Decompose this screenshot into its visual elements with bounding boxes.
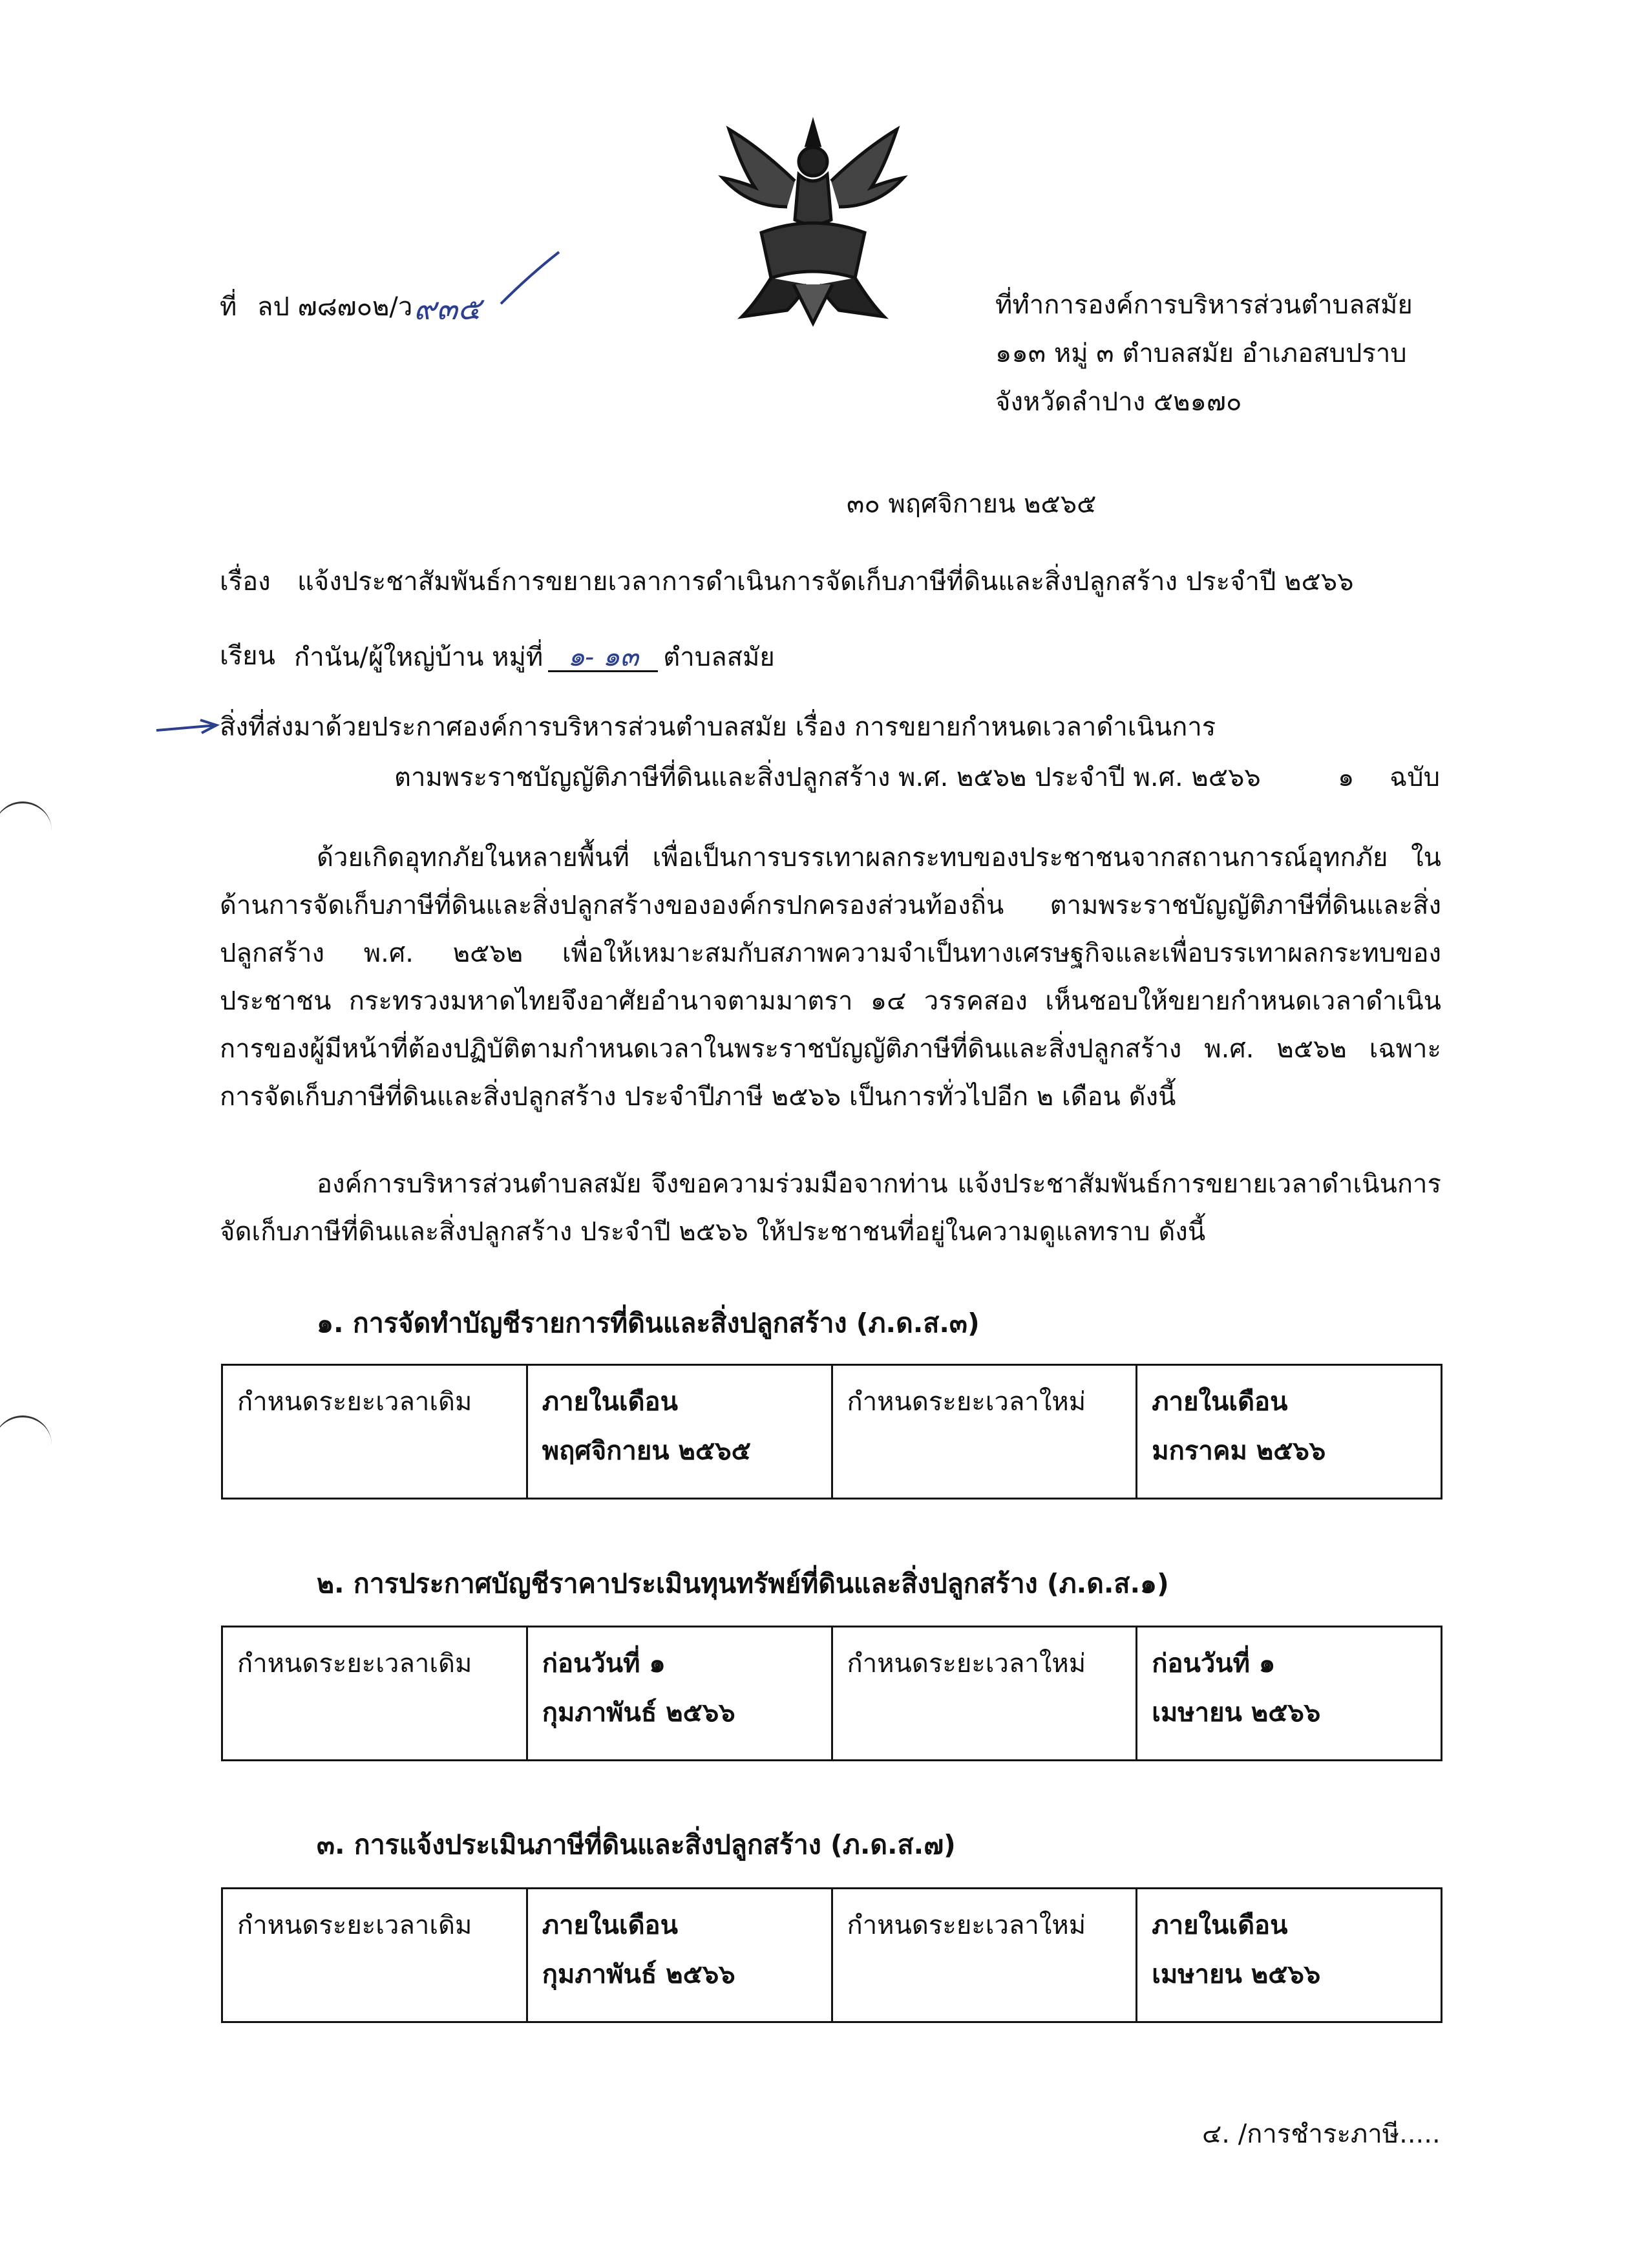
new-period-value: ก่อนวันที่ ๑ เมษายน ๒๕๖๖ xyxy=(1137,1627,1442,1761)
new-period-label: กำหนดระยะเวลาใหม่ xyxy=(832,1627,1137,1761)
section-3-title: ๓. การแจ้งประเมินภาษีที่ดินและสิ่งปลูกสร้าง (ภ.ด.ส.๗) xyxy=(317,1829,956,1860)
body-paragraph-2: องค์การบริหารส่วนตำบลสมัย จึงขอความร่วมมือจากท่าน แจ้งประชาสัมพันธ์การขยายเวลาดำเนินการจัดเก็บภาษีที่ดินและสิ่งปลูกสร้าง ประจำปี ๒๕๖๖ ให้ประชาชนที่อยู่ในความดูแลทราบ ดังนี้ xyxy=(220,1169,1441,1247)
subject-text: แจ้งประชาสัมพันธ์การขยายเวลาการดำเนินการจัดเก็บภาษีที่ดินและสิ่งปลูกสร้าง ประจำปี ๒๕๖๖ xyxy=(297,567,1354,597)
punch-hole-mark xyxy=(0,1415,52,1456)
new-period-label: กำหนดระยะเวลาใหม่ xyxy=(832,1365,1137,1499)
continuation-note: ๔. /การชำระภาษี..... xyxy=(1202,2119,1441,2149)
recipient-label: เรียน xyxy=(220,641,275,671)
ref-label: ที่ xyxy=(220,292,237,322)
new-period-value: ภายในเดือน เมษายน ๒๕๖๖ xyxy=(1137,1889,1442,2022)
attachment-line1: ประกาศองค์การบริหารส่วนตำบลสมัย เรื่อง การขยายกำหนดเวลาดำเนินการ xyxy=(372,712,1216,742)
recipient-text xyxy=(294,643,775,672)
section-1-table xyxy=(221,1364,1442,1500)
office-address-line2: จังหวัดลำปาง ๕๒๑๗๐ xyxy=(995,387,1242,417)
attachment-count: ๑ xyxy=(1338,763,1355,792)
old-period-value: ก่อนวันที่ ๑ กุมภาพันธ์ ๒๕๖๖ xyxy=(527,1627,832,1761)
office-address-line1: ๑๑๓ หมู่ ๓ ตำบลสมัย อำเภอสบปราบ xyxy=(995,339,1407,368)
old-period-label: กำหนดระยะเวลาเดิม xyxy=(222,1627,527,1761)
section-2-table xyxy=(221,1626,1442,1761)
section-3-table xyxy=(221,1887,1442,2023)
old-period-label: กำหนดระยะเวลาเดิม xyxy=(222,1889,527,2022)
subject-label: เรื่อง xyxy=(220,567,271,597)
new-period-value: ภายในเดือน มกราคม ๒๕๖๖ xyxy=(1137,1365,1442,1499)
handwritten-arrow-mark xyxy=(155,717,220,737)
new-period-label: กำหนดระยะเวลาใหม่ xyxy=(832,1889,1137,2022)
old-period-value: ภายในเดือน พฤศจิกายน ๒๕๖๕ xyxy=(527,1365,832,1499)
punch-hole-mark xyxy=(0,801,52,842)
recipient-handwritten-range: ๑- ๑๓ xyxy=(548,643,658,672)
office-name: ที่ทำการองค์การบริหารส่วนตำบลสมัย xyxy=(995,290,1413,320)
attachment-unit: ฉบับ xyxy=(1389,763,1441,792)
ref-handwritten-number: ๙๓๕ xyxy=(414,291,481,327)
recipient-text-before: กำนัน/ผู้ใหญ่บ้าน หมู่ที่ xyxy=(294,642,544,672)
document-date: ๓๐ พฤศจิกายน ๒๕๖๕ xyxy=(847,489,1097,519)
attachment-label: สิ่งที่ส่งมาด้วย xyxy=(220,712,372,742)
body-paragraph-1: ด้วยเกิดอุทกภัยในหลายพื้นที่ เพื่อเป็นการบรรเทาผลกระทบของประชาชนจากสถานการณ์อุทกภัย ในด้านการจัดเก็บภาษีที่ดินและสิ่งปลูกสร้างขององค์กรปกครองส่วนท้องถิ่น ตามพระราชบัญญัติภาษีที่ดินและสิ่งปลูกสร้าง พ.ศ. ๒๕๖๒ เพื่อให้เหมาะสมกับสภาพความจำเป็นทางเศรษฐกิจและเพื่อบรรเทาผลกระทบของประชาชน กระทรวงมหาดไทยจึงอาศัยอำนาจตามมาตรา ๑๔ วรรคสอง เห็นชอบให้ขยายกำหนดเวลาดำเนินการของผู้มีหน้าที่ต้องปฏิบัติตามกำหนดเวลาในพระราชบัญญัติภาษีที่ดินและสิ่งปลูกสร้าง พ.ศ. ๒๕๖๒ เฉพาะการจัดเก็บภาษีที่ดินและสิ่งปลูกสร้าง ประจำปีภาษี ๒๕๖๖ เป็นการทั่วไปอีก ๒ เดือน ดังนี้ xyxy=(220,843,1441,1112)
garuda-emblem xyxy=(716,110,910,333)
recipient-text-after: ตำบลสมัย xyxy=(663,642,775,672)
handwritten-slash-mark xyxy=(498,249,562,307)
old-period-value: ภายในเดือน กุมภาพันธ์ ๒๕๖๖ xyxy=(527,1889,832,2022)
attachment-line2: ตามพระราชบัญญัติภาษีที่ดินและสิ่งปลูกสร้าง พ.ศ. ๒๕๖๒ ประจำปี พ.ศ. ๒๕๖๖ xyxy=(394,763,1261,792)
section-1-title: ๑. การจัดทำบัญชีรายการที่ดินและสิ่งปลูกสร้าง (ภ.ด.ส.๓) xyxy=(317,1308,980,1339)
old-period-label: กำหนดระยะเวลาเดิม xyxy=(222,1365,527,1499)
ref-number: ลป ๗๘๗๐๒/ว xyxy=(257,292,413,322)
section-2-title: ๒. การประกาศบัญชีราคาประเมินทุนทรัพย์ที่ดินและสิ่งปลูกสร้าง (ภ.ด.ส.๑) xyxy=(317,1568,1169,1599)
